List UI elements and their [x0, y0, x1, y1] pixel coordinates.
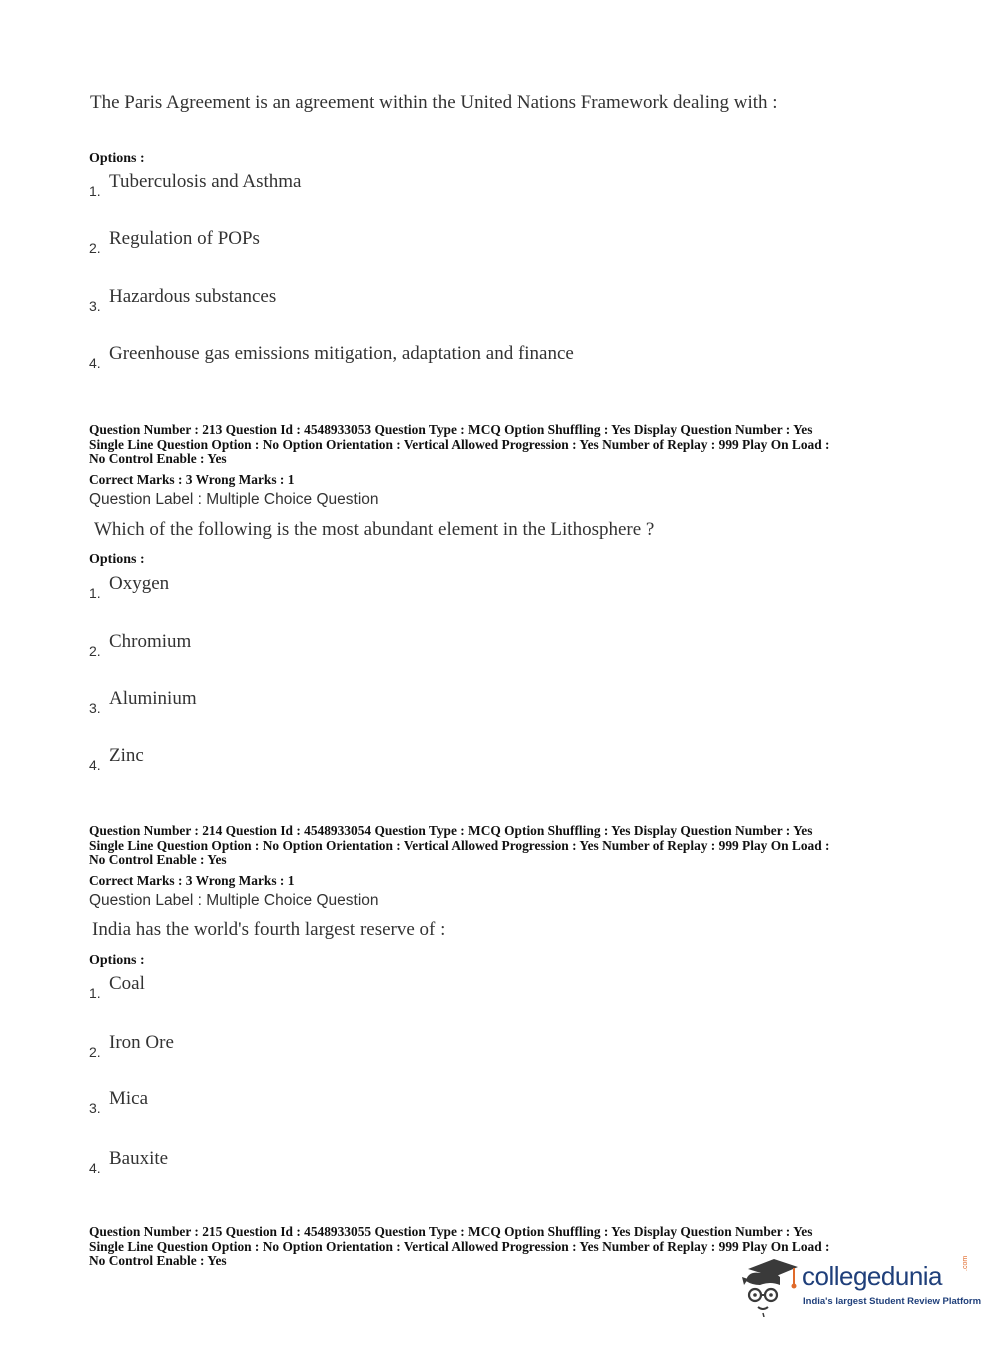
logo-com-suffix: .com	[962, 1255, 969, 1271]
question-213-option-3[interactable]	[89, 688, 789, 718]
meta-line: No Control Enable : Yes	[89, 1253, 227, 1269]
question-213-marks: Correct Marks : 3 Wrong Marks : 1	[89, 472, 295, 487]
question-212-option-2[interactable]	[89, 228, 789, 258]
question-213-option-2[interactable]	[89, 631, 789, 661]
option-number: 1.	[89, 985, 101, 1001]
option-text: Mica	[109, 1088, 149, 1109]
option-text: Chromium	[109, 631, 192, 652]
option-text: Coal	[109, 973, 145, 994]
option-text: Oxygen	[109, 573, 170, 594]
question-213-text: Which of the following is the most abundant element in the Lithosphere ?	[94, 519, 655, 540]
option-text: Hazardous substances	[109, 286, 277, 307]
question-214-meta	[89, 824, 919, 868]
meta-line: Question Number : 213 Question Id : 4548933053 Question Type : MCQ Option Shuffling : Yes Display Question Number : Yes	[89, 422, 813, 437]
option-text: Zinc	[109, 745, 144, 766]
option-text: Bauxite	[109, 1148, 169, 1169]
question-214-marks: Correct Marks : 3 Wrong Marks : 1	[89, 873, 295, 888]
option-number: 4.	[89, 355, 101, 371]
collegedunia-logo	[740, 1255, 982, 1320]
option-number: 1.	[89, 585, 101, 601]
option-number: 2.	[89, 240, 101, 256]
option-number: 3.	[89, 1100, 101, 1116]
option-number: 3.	[89, 298, 101, 314]
option-number: 4.	[89, 757, 101, 773]
option-number: 3.	[89, 700, 101, 716]
option-number: 2.	[89, 1044, 101, 1060]
question-214-text: India has the world's fourth largest reserve of :	[92, 919, 446, 940]
question-213-label: Question Label : Multiple Choice Question	[89, 491, 379, 508]
meta-line: Single Line Question Option : No Option Orientation : Vertical Allowed Progression : Yes Number of Replay : 999 Play On Load :	[89, 436, 830, 452]
question-213-meta	[89, 423, 919, 467]
question-212-text: The Paris Agreement is an agreement within the United Nations Framework dealing with :	[90, 92, 778, 113]
question-212-option-3[interactable]	[89, 286, 789, 316]
option-text: Regulation of POPs	[109, 228, 260, 249]
question-213-options-label: Options :	[89, 552, 145, 567]
question-214-option-2[interactable]	[89, 1032, 789, 1062]
question-212-options-label: Options :	[89, 151, 145, 166]
logo-tagline: India's largest Student Review Platform	[803, 1296, 982, 1307]
question-213-option-4[interactable]	[89, 745, 789, 775]
option-number: 2.	[89, 643, 101, 659]
meta-line: Question Number : 214 Question Id : 4548933054 Question Type : MCQ Option Shuffling : Yes Display Question Number : Yes	[89, 823, 813, 838]
option-text: Aluminium	[109, 688, 197, 709]
meta-line: No Control Enable : Yes	[89, 852, 227, 868]
meta-line: Single Line Question Option : No Option Orientation : Vertical Allowed Progression : Yes Number of Replay : 999 Play On Load :	[89, 837, 830, 853]
question-214-label: Question Label : Multiple Choice Question	[89, 892, 379, 909]
option-text: Greenhouse gas emissions mitigation, adaptation and finance	[109, 343, 574, 364]
option-text: Tuberculosis and Asthma	[109, 171, 302, 192]
logo-wordmark: collegedunia	[802, 1261, 943, 1291]
option-number: 4.	[89, 1160, 101, 1176]
question-214-option-1[interactable]	[89, 973, 789, 1003]
question-214-options-label: Options :	[89, 953, 145, 968]
question-213-option-1[interactable]	[89, 573, 789, 603]
option-number: 1.	[89, 183, 101, 199]
option-text: Iron Ore	[109, 1032, 174, 1053]
question-212-option-1[interactable]	[89, 171, 789, 201]
question-214-option-3[interactable]	[89, 1088, 789, 1118]
meta-line: Single Line Question Option : No Option Orientation : Vertical Allowed Progression : Yes Number of Replay : 999 Play On Load :	[89, 1238, 830, 1254]
meta-line: No Control Enable : Yes	[89, 451, 227, 467]
question-214-option-4[interactable]	[89, 1148, 789, 1178]
mascot-icon	[740, 1255, 800, 1317]
question-212-option-4[interactable]	[89, 343, 789, 373]
meta-line: Question Number : 215 Question Id : 4548933055 Question Type : MCQ Option Shuffling : Yes Display Question Number : Yes	[89, 1224, 813, 1239]
